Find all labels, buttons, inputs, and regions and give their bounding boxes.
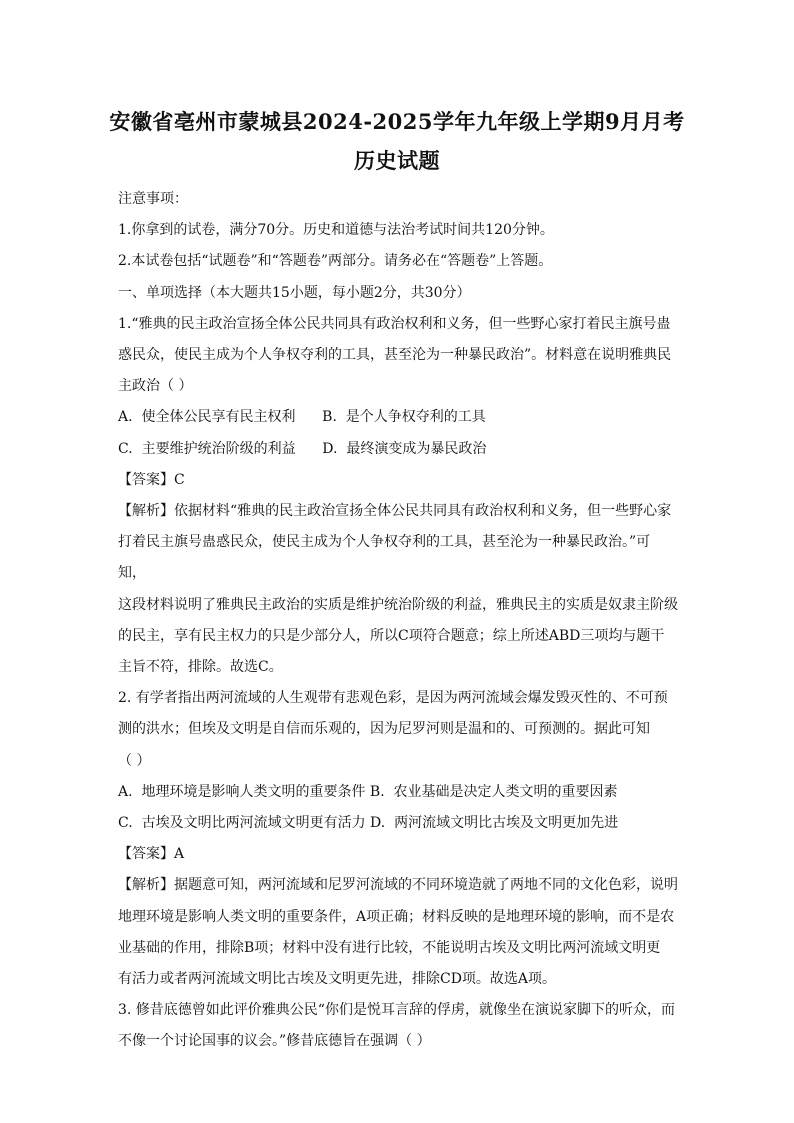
question-3-stem-line: 不像一个讨论国事的议会。”修昔底德旨在强调（ ） — [118, 1033, 431, 1050]
question-1-analysis-line: 的民主，享有民主权力的只是少部分人，所以C项符合题意；综上所述ABD三项均与题干 — [118, 627, 665, 644]
question-2-stem-line: （ ） — [118, 752, 151, 769]
notes-item-1: 1.你拿到的试卷，满分70分。历史和道德与法治考试时间共120分钟。 — [118, 222, 554, 239]
section-heading: 一、单项选择（本大题共15小题，每小题2分，共30分） — [118, 284, 471, 301]
question-2-analysis-line: 有活力或者两河流域文明比古埃及文明更先进，排除CD项。故选A项。 — [118, 971, 557, 988]
question-2-analysis-line: 【解析】据题意可知，两河流域和尼罗河流域的不同环境造就了两地不同的文化色彩，说明 — [118, 877, 678, 894]
question-1-analysis-line: 打着民主旗号蛊惑民众，使民主成为个人争权夺利的工具，甚至沦为一种暴民政治。”可知， — [118, 534, 651, 582]
question-2-stem-line: 测的洪水；但埃及文明是自信而乐观的，因为尼罗河则是温和的、可预测的。据此可知 — [118, 721, 650, 738]
question-2-options-row: C. 古埃及文明比两河流域文明更有活力 D. 两河流域文明比古埃及文明更加先进 — [118, 815, 619, 832]
question-1-analysis-line: 这段材料说明了雅典民主政治的实质是维护统治阶级的利益，雅典民主的实质是奴隶主阶级 — [118, 596, 678, 613]
question-1-stem-line: 1.“雅典的民主政治宣扬全体公民共同具有政治权利和义务，但一些野心家打着民主旗号蛊 — [118, 315, 671, 332]
question-1-options-row: C. 主要维护统治阶级的利益 D. 最终演变成为暴民政治 — [118, 440, 487, 457]
question-2-analysis-line: 地理环境是影响人类文明的重要条件，A项正确；材料反映的是地理环境的影响，而不是农 — [118, 908, 675, 925]
question-2-analysis-line: 业基础的作用，排除B项；材料中没有进行比较，不能说明古埃及文明比两河流域文明更 — [118, 939, 661, 956]
notes-item-2: 2.本试卷包括“试题卷”和“答题卷”两部分。请务必在“答题卷”上答题。 — [118, 253, 553, 270]
document-subtitle: 历史试题 — [354, 148, 440, 173]
question-2-answer: 【答案】A — [118, 846, 185, 863]
question-2-stem-line: 2. 有学者指出两河流域的人生观带有悲观色彩，是因为两河流域会爆发毁灭性的、不可预 — [118, 690, 668, 707]
question-1-analysis-line: 【解析】依据材料“雅典的民主政治宣扬全体公民共同具有政治权利和义务，但一些野心家 — [118, 503, 672, 520]
question-1-options-row: A. 使全体公民享有民主权利 B. 是个人争权夺利的工具 — [118, 409, 486, 426]
question-1-answer: 【答案】C — [118, 471, 185, 488]
notes-heading: 注意事项： — [118, 191, 188, 207]
document-body — [118, 184, 678, 1058]
question-2-options-row: A. 地理环境是影响人类文明的重要条件 B. 农业基础是决定人类文明的重要因素 — [118, 783, 618, 800]
document-title: 安徽省亳州市蒙城县2024-2025学年九年级上学期9月月考 — [109, 109, 685, 134]
question-1-stem-line: 惑民众，使民主成为个人争权夺利的工具，甚至沦为一种暴民政治”。材料意在说明雅典民 — [118, 347, 672, 364]
question-1-stem-line: 主政治（ ） — [118, 378, 193, 395]
question-3-stem-line: 3. 修昔底德曾如此评价雅典公民“你们是悦耳言辞的俘虏，就像坐在演说家脚下的听众，而 — [118, 1002, 675, 1019]
question-1-analysis-line: 主旨不符，排除。故选C。 — [118, 659, 283, 676]
